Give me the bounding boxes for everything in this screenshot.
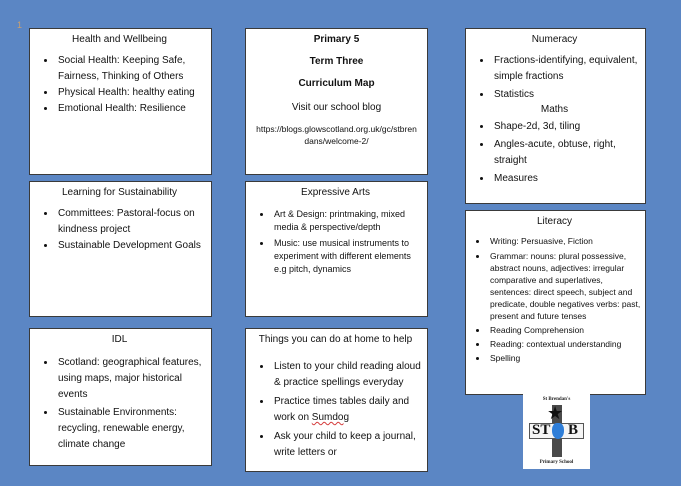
document-title: Curriculum Map bbox=[298, 78, 375, 89]
list-item-text: Practice times tables daily and work on bbox=[274, 396, 410, 423]
list-item: • Emotional Health: Resilience bbox=[56, 101, 205, 117]
list-item: • Physical Health: healthy eating bbox=[56, 85, 205, 101]
list-item: • Committees: Pastoral-focus on kindness project bbox=[56, 206, 205, 238]
numeracy-list bbox=[470, 53, 639, 103]
list-item: • Sustainable Development Goals bbox=[56, 238, 205, 254]
list-item: • Scotland: geographical features, using maps, major historical events bbox=[56, 355, 205, 403]
maths-list bbox=[470, 119, 639, 187]
school-logo bbox=[523, 394, 590, 469]
blog-link[interactable]: https://blogs.glowscotland.org.uk/gc/stbrendans/welcome-2/ bbox=[256, 124, 417, 146]
numeracy-title: Numeracy bbox=[531, 34, 578, 45]
class-name: Primary 5 bbox=[313, 34, 360, 45]
list-item: • Ask your child to keep a journal, write letters or bbox=[272, 429, 421, 461]
list-item: • Shape-2d, 3d, tiling bbox=[492, 119, 639, 135]
list-item: • Measures bbox=[492, 171, 639, 187]
idl-box bbox=[29, 328, 212, 466]
list-item: • Grammar: nouns: plural possessive, abstract nouns, adjectives: irregular comparative and superlatives, sentences: direct speech, subject and predicate, double negatives verbs: past, present and future tenses bbox=[488, 250, 641, 322]
list-item: • Statistics bbox=[492, 87, 639, 103]
blog-label: Visit our school blog bbox=[291, 102, 382, 113]
list-item: • Listen to your child reading aloud & practice spellings everyday bbox=[272, 359, 421, 391]
home-help-box bbox=[245, 328, 428, 472]
idl-list bbox=[34, 355, 205, 453]
health-wellbeing-box bbox=[29, 28, 212, 175]
list-item bbox=[272, 394, 421, 426]
logo-left-letters: ST bbox=[532, 422, 551, 438]
page-number: 1 bbox=[17, 20, 23, 30]
home-title: Things you can do at home to help bbox=[258, 334, 413, 345]
expressive-list bbox=[250, 208, 421, 276]
sumdog-word: Sumdog bbox=[311, 412, 350, 423]
list-item: • Writing: Persuasive, Fiction bbox=[488, 235, 641, 247]
list-item: • Reading: contextual understanding bbox=[488, 338, 641, 350]
sustainability-title: Learning for Sustainability bbox=[61, 187, 178, 198]
health-list bbox=[34, 53, 205, 117]
literacy-title: Literacy bbox=[536, 216, 572, 227]
star-icon: ★ bbox=[547, 403, 564, 423]
list-item: • Fractions-identifying, equivalent, simple fractions bbox=[492, 53, 639, 85]
list-item: • Reading Comprehension bbox=[488, 324, 641, 336]
maths-title: Maths bbox=[540, 104, 569, 115]
list-item: • Art & Design: printmaking, mixed media & perspective/depth bbox=[272, 208, 421, 234]
term: Term Three bbox=[309, 56, 364, 67]
globe-icon bbox=[552, 423, 564, 439]
logo-bottom-text: Primary School bbox=[539, 460, 574, 465]
expressive-arts-box bbox=[245, 181, 428, 317]
list-item: • Social Health: Keeping Safe, Fairness, Thinking of Others bbox=[56, 53, 205, 85]
list-item: • Angles-acute, obtuse, right, straight bbox=[492, 137, 639, 169]
home-list bbox=[250, 359, 421, 461]
sustainability-list bbox=[34, 206, 205, 254]
literacy-list bbox=[468, 235, 641, 364]
list-item: • Spelling bbox=[488, 352, 641, 364]
list-item: • Sustainable Environments: recycling, renewable energy, climate change bbox=[56, 405, 205, 453]
health-title: Health and Wellbeing bbox=[72, 34, 167, 45]
logo-top-text: St Brendan's bbox=[542, 397, 571, 402]
sustainability-box bbox=[29, 181, 212, 317]
idl-title: IDL bbox=[111, 334, 128, 345]
numeracy-box bbox=[465, 28, 646, 204]
expressive-title: Expressive Arts bbox=[301, 187, 370, 198]
logo-right-letter: B bbox=[568, 422, 579, 438]
literacy-box bbox=[465, 210, 646, 395]
header-box bbox=[245, 28, 428, 175]
list-item: • Music: use musical instruments to experiment with different elements e.g pitch, dynamics bbox=[272, 237, 421, 276]
